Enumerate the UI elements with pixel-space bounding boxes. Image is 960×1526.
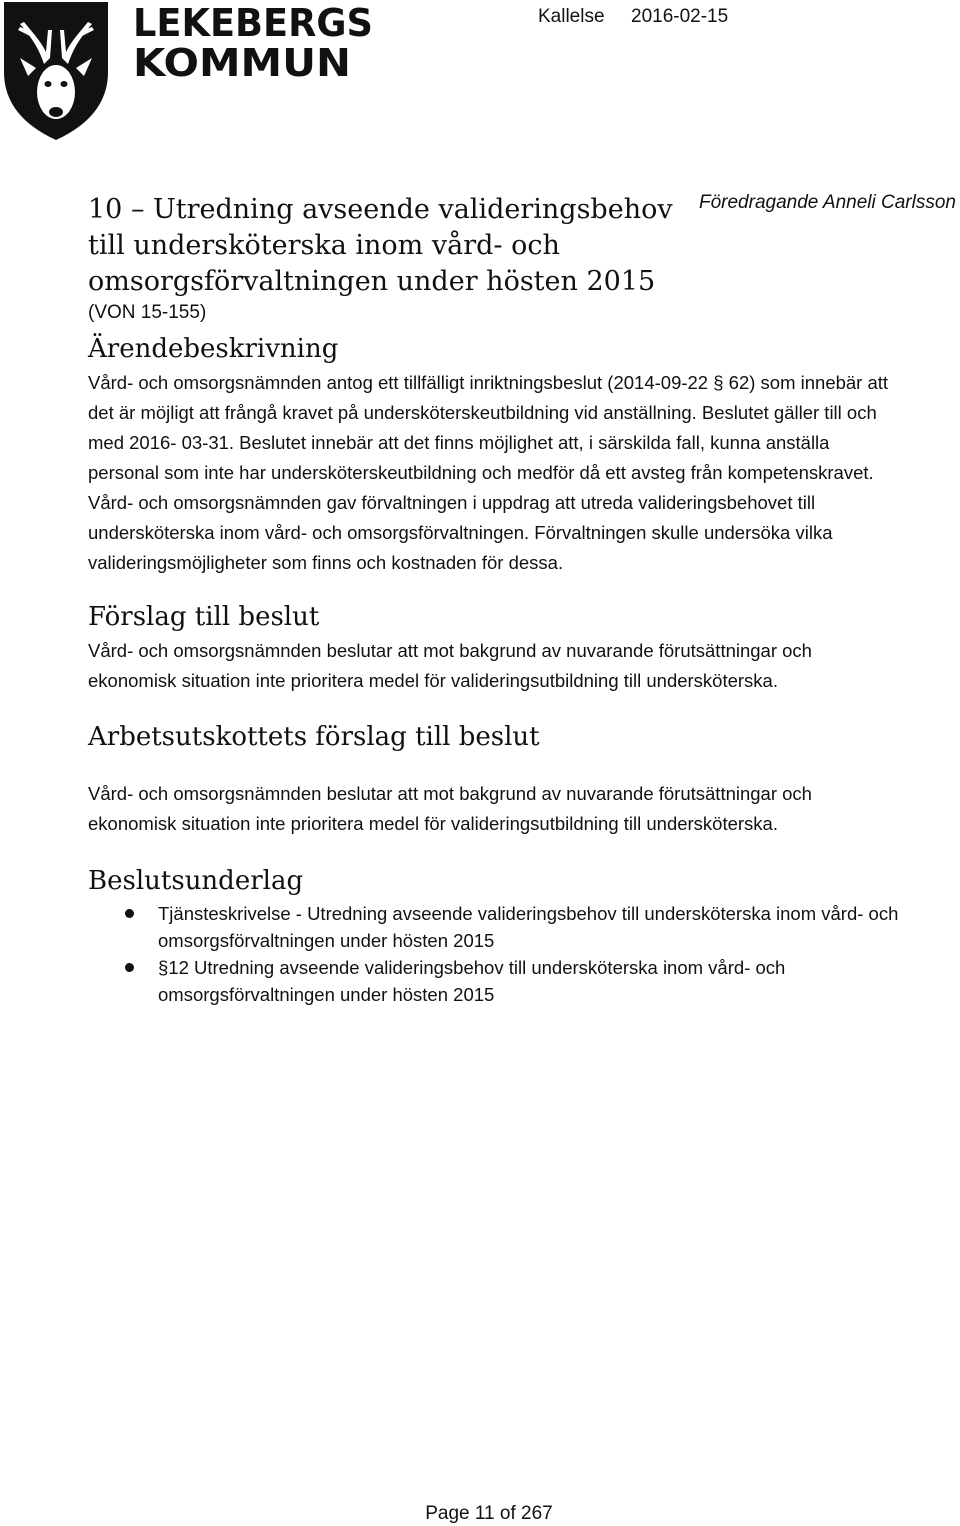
text-line: personal som inte har undersköterskeutbildning och medför då ett avsteg från kompetenskravet. (88, 462, 874, 483)
item-title-line: 10 – Utredning avseende valideringsbehov (88, 194, 673, 225)
item-title-line: omsorgsförvaltningen under hösten 2015 (88, 266, 656, 297)
heading-arendebeskrivning: Ärendebeskrivning (88, 334, 339, 364)
document-type: Kallelse (538, 6, 605, 27)
arendebeskrivning-text (88, 368, 950, 578)
text-line: ekonomisk situation inte prioritera medel för valideringsutbildning till undersköterska. (88, 813, 778, 834)
text-line: Vård- och omsorgsnämnden gav förvaltningen i uppdrag att utreda valideringsbehovet till (88, 492, 816, 513)
list-item-line: omsorgsförvaltningen under hösten 2015 (158, 930, 495, 951)
text-line: Vård- och omsorgsnämnden antog ett tillfälligt inriktningsbeslut (2014-09-22 § 62) som innebär att (88, 372, 889, 393)
item-title (88, 192, 688, 300)
heading-beslutsunderlag: Beslutsunderlag (88, 866, 304, 896)
text-line: med 2016- 03-31. Beslutet innebär att det finns möjlighet att, i särskilda fall, kunna anställa (88, 432, 830, 453)
item-title-line: till undersköterska inom vård- och (88, 230, 560, 261)
text-line: det är möjligt att frångå kravet på undersköterskeutbildning vid anställning. Beslutet gäller till och (88, 402, 877, 423)
beslutsunderlag-list (125, 900, 950, 1008)
presenter: Föredragande Anneli Carlsson (698, 192, 956, 213)
list-item (125, 954, 950, 1008)
arbetsutskottets-forslag-text (88, 779, 950, 839)
text-line: ekonomisk situation inte prioritera medel för valideringsutbildning till undersköterska. (88, 670, 778, 691)
heading-forslag-till-beslut: Förslag till beslut (88, 602, 320, 632)
bullet-icon (125, 909, 134, 918)
municipality-coat-of-arms-logo (0, 0, 112, 142)
list-item (125, 900, 950, 954)
heading-arbetsutskottets-forslag: Arbetsutskottets förslag till beslut (88, 722, 540, 752)
forslag-till-beslut-text (88, 636, 950, 696)
bullet-icon (125, 963, 134, 972)
list-item-line: §12 Utredning avseende valideringsbehov till undersköterska inom vård- och (158, 957, 786, 978)
document-date: 2016-02-15 (631, 6, 729, 27)
svg-text:KOMMUN: KOMMUN (133, 41, 351, 80)
municipality-wordmark-logo (133, 0, 383, 80)
page-footer (0, 1503, 960, 1525)
text-line: Vård- och omsorgsnämnden beslutar att mot bakgrund av nuvarande förutsättningar och (88, 640, 812, 661)
text-line: undersköterska inom vård- och omsorgsförvaltningen. Förvaltningen skulle undersöka vilka (88, 522, 833, 543)
text-line: Vård- och omsorgsnämnden beslutar att mot bakgrund av nuvarande förutsättningar och (88, 783, 812, 804)
case-number: (VON 15-155) (88, 302, 207, 323)
page-number: Page 11 of 267 (425, 1503, 553, 1524)
svg-text:LEKEBERGS: LEKEBERGS (133, 1, 373, 45)
text-line: valideringsmöjligheter som finns och kostnaden för dessa. (88, 552, 564, 573)
list-item-line: Tjänsteskrivelse - Utredning avseende valideringsbehov till undersköterska inom vård- och (158, 903, 899, 924)
list-item-line: omsorgsförvaltningen under hösten 2015 (158, 984, 495, 1005)
